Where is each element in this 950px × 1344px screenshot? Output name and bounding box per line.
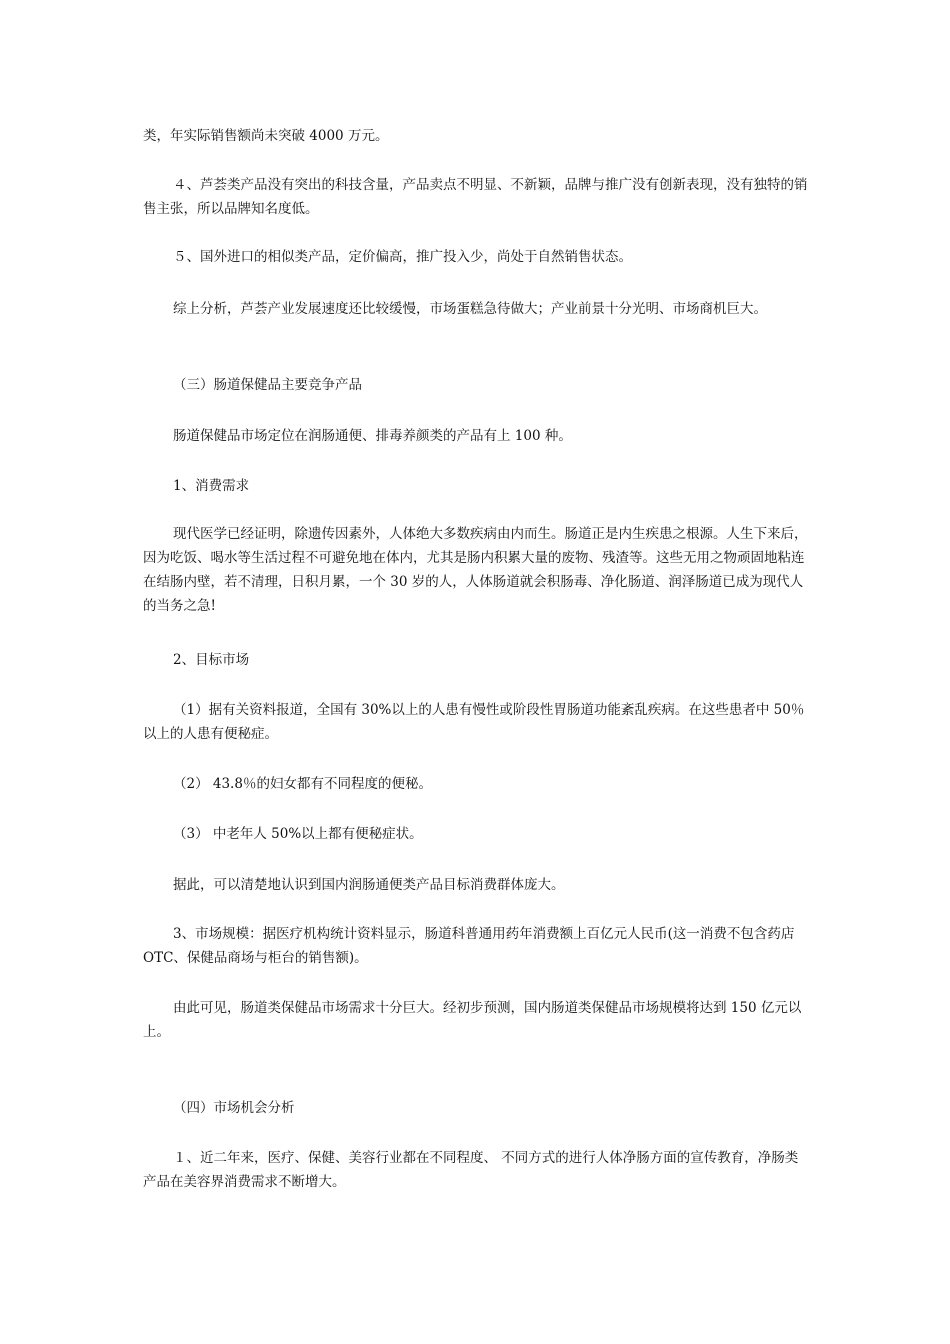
paragraph-target-1: （1）据有关资料报道，全国有 30%以上的人患有慢性或阶段性胃肠道功能紊乱疾病。在这些患者中 50％以上的人患有便秘症。 <box>143 702 805 742</box>
paragraph-conclusion-target: 据此，可以清楚地认识到国内润肠通便类产品目标消费群体庞大。 <box>173 877 565 893</box>
paragraph-target-2: （2） 43.8％的妇女都有不同程度的便秘。 <box>173 776 432 792</box>
paragraph-market-scale: 3、市场规模：据医疗机构统计资料显示，肠道科普通用药年消费额上百亿元人民币(这一消费不包含药店 OTC、保健品商场与柜台的销售额)。 <box>143 926 795 966</box>
paragraph-market-positioning: 肠道保健品市场定位在润肠通便、排毒养颜类的产品有上 100 种。 <box>173 428 572 444</box>
section-heading-4: （四）市场机会分析 <box>173 1100 295 1116</box>
paragraph-point-4: ４、芦荟类产品没有突出的科技含量，产品卖点不明显、不新颖，品牌与推广没有创新表现，没有独特的销售主张，所以品牌知名度低。 <box>143 177 808 217</box>
subheading-consumer-demand: 1、消费需求 <box>173 478 250 494</box>
paragraph-point-5: ５、国外进口的相似类产品，定价偏高，推广投入少，尚处于自然销售状态。 <box>173 249 632 265</box>
paragraph-summary: 综上分析，芦荟产业发展速度还比较缓慢，市场蛋糕急待做大；产业前景十分光明、市场商机巨大。 <box>173 301 767 317</box>
paragraph-target-3: （3） 中老年人 50%以上都有便秘症状。 <box>173 826 423 842</box>
subheading-target-market: 2、目标市场 <box>173 652 250 668</box>
paragraph-consumer-demand: 现代医学已经证明，除遗传因素外，人体绝大多数疾病由内而生。肠道正是内生疾患之根源。人生下来后，因为吃饭、喝水等生活过程不可避免地在体内，尤其是肠内积累大量的废物、残渣等。这些无用之物顽固地粘连在结肠内壁，若不清理，日积月累，一个 30 岁的人，人体肠道就会积肠毒、净化肠道、润泽肠道已成为现代人的当务之急! <box>143 526 808 614</box>
paragraph-sales-continuation: 类，年实际销售额尚未突破 4000 万元。 <box>143 128 389 144</box>
paragraph-market-forecast: 由此可见，肠道类保健品市场需求十分巨大。经初步预测，国内肠道类保健品市场规模将达到 150 亿元以上。 <box>143 1000 802 1040</box>
paragraph-opportunity-1: １、近二年来，医疗、保健、美容行业都在不同程度、 不同方式的进行人体净肠方面的宣传教育，净肠类产品在美容界消费需求不断增大。 <box>143 1150 799 1190</box>
section-heading-3: （三）肠道保健品主要竞争产品 <box>173 377 362 393</box>
